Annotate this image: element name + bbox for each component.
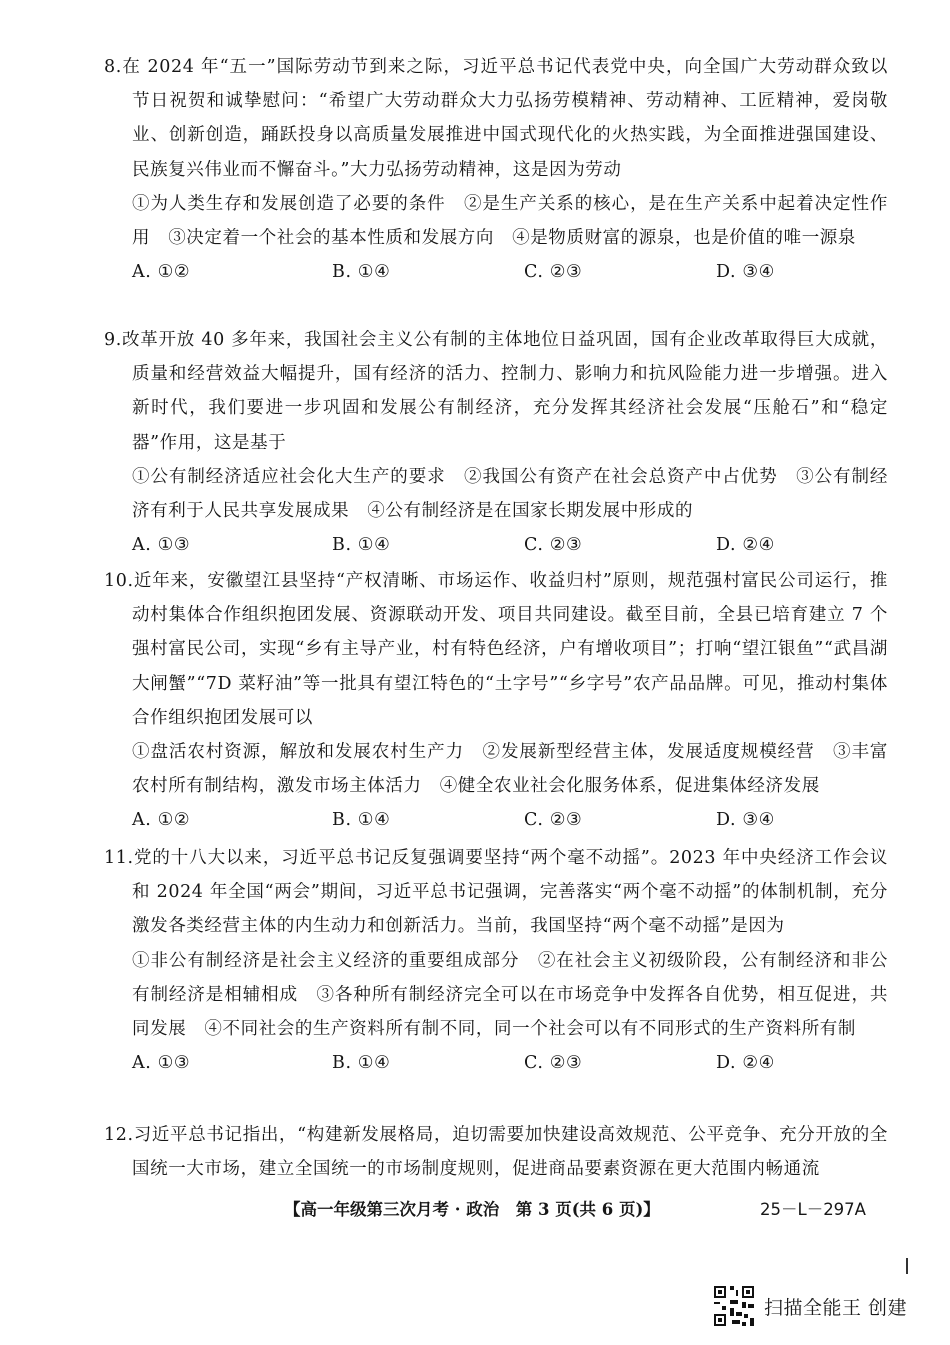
question-stem bbox=[104, 1118, 888, 1186]
choice-d[interactable]: D. ②④ bbox=[716, 1053, 775, 1074]
answer-choices bbox=[132, 803, 888, 837]
choice-c[interactable]: C. ②③ bbox=[524, 1053, 583, 1074]
scanner-watermark bbox=[712, 1284, 907, 1328]
question-12 bbox=[104, 1118, 888, 1186]
answer-choices bbox=[132, 1046, 888, 1080]
question-9 bbox=[104, 323, 888, 562]
margin-mark bbox=[906, 1258, 908, 1274]
statement-list: ①为人类生存和发展创造了必要的条件 ②是生产关系的核心，是在生产关系中起着决定性作用 ③决定着一个社会的基本性质和发展方向 ④是物质财富的源泉，也是价值的唯一源泉 bbox=[132, 193, 888, 249]
question-stem bbox=[104, 50, 888, 187]
question-10 bbox=[104, 564, 888, 837]
choice-d[interactable]: D. ②④ bbox=[716, 535, 775, 556]
choice-b[interactable]: B. ①④ bbox=[332, 262, 391, 283]
choice-b[interactable]: B. ①④ bbox=[332, 535, 391, 556]
question-number: 10. bbox=[104, 571, 134, 591]
qr-code-icon bbox=[712, 1284, 756, 1328]
watermark-text: 扫描全能王 创建 bbox=[764, 1296, 908, 1319]
question-8 bbox=[104, 50, 888, 289]
choice-b[interactable]: B. ①④ bbox=[332, 810, 391, 831]
question-11 bbox=[104, 841, 888, 1080]
question-number: 11. bbox=[104, 848, 134, 868]
choice-a[interactable]: A. ①③ bbox=[132, 535, 191, 556]
choice-a[interactable]: A. ①② bbox=[132, 262, 191, 283]
choice-a[interactable]: A. ①② bbox=[132, 810, 191, 831]
question-text: 习近平总书记指出，“构建新发展格局，迫切需要加快建设高效规范、公平竞争、充分开放的全国统一大市场，建立全国统一的市场制度规则，促进商品要素资源在更大范围内畅通流 bbox=[132, 1125, 888, 1180]
choice-d[interactable]: D. ③④ bbox=[716, 810, 775, 831]
question-text: 党的十八大以来，习近平总书记反复强调要坚持“两个毫不动摇”。2023 年中央经济工作会议和 2024 年全国“两会”期间，习近平总书记强调，完善落实“两个毫不动摇”的体制机制，充分激发各类经营主体的内生动力和创新活力。当前，我国坚持“两个毫不动摇”是因为 bbox=[132, 848, 888, 937]
statement-list: ①盘活农村资源，解放和发展农村生产力 ②发展新型经营主体，发展适度规模经营 ③丰富农村所有制结构，激发市场主体活力 ④健全农业社会化服务体系，促进集体经济发展 bbox=[132, 742, 888, 797]
choice-d[interactable]: D. ③④ bbox=[716, 262, 775, 283]
choice-b[interactable]: B. ①④ bbox=[332, 1053, 391, 1074]
statement-list: ①公有制经济适应社会化大生产的要求 ②我国公有资产在社会总资产中占优势 ③公有制经济有利于人民共享发展成果 ④公有制经济是在国家长期发展中形成的 bbox=[132, 466, 888, 522]
choice-a[interactable]: A. ①③ bbox=[132, 1053, 191, 1074]
choice-c[interactable]: C. ②③ bbox=[524, 535, 583, 556]
question-text: 改革开放 40 多年来，我国社会主义公有制的主体地位日益巩固，国有企业改革取得巨大成就，质量和经营效益大幅提升，国有经济的活力、控制力、影响力和抗风险能力进一步增强。进入新时代，我们要进一步巩固和发展公有制经济，充分发挥其经济社会发展“压舱石”和“稳定器”作用，这是基于 bbox=[121, 330, 888, 453]
question-text: 在 2024 年“五一”国际劳动节到来之际，习近平总书记代表党中央，向全国广大劳动群众致以节日祝贺和诚挚慰问：“希望广大劳动群众大力弘扬劳模精神、劳动精神、工匠精神，爱岗敬业、创新创造，踊跃投身以高质量发展推进中国式现代化的火热实践，为全面推进强国建设、民族复兴伟业而不懈奋斗。”大力弘扬劳动精神，这是因为劳动 bbox=[121, 57, 888, 180]
answer-choices bbox=[132, 528, 888, 562]
footer-title: 【高一年级第三次月考 · 政治 第 3 页(共 6 页)】 bbox=[284, 1200, 660, 1219]
statement-list: ①非公有制经济是社会主义经济的重要组成部分 ②在社会主义初级阶段，公有制经济和非公有制经济是相辅相成 ③各种所有制经济完全可以在市场竞争中发挥各自优势，相互促进，共同发展 ④不同社会的生产资料所有制不同，同一个社会可以有不同形式的生产资料所有制 bbox=[132, 950, 888, 1040]
question-stem bbox=[104, 323, 888, 460]
choice-c[interactable]: C. ②③ bbox=[524, 262, 583, 283]
question-number: 8. bbox=[104, 57, 122, 77]
question-stem bbox=[104, 564, 888, 735]
question-number: 9. bbox=[104, 330, 122, 350]
answer-choices bbox=[132, 255, 888, 289]
question-number: 12. bbox=[104, 1125, 134, 1145]
paper-code: 25－L－297A bbox=[760, 1200, 866, 1219]
question-text: 近年来，安徽望江县坚持“产权清晰、市场运作、收益归村”原则，规范强村富民公司运行，推动村集体合作组织抱团发展、资源联动开发、项目共同建设。截至目前，全县已培育建立 7 个强村富民公司，实现“乡有主导产业，村有特色经济，户有增收项目”；打响“望江银鱼”“武昌湖大闸蟹”“7D 菜籽油”等一批具有望江特色的“土字号”“乡字号”农产品品牌。可见，推动村集体合作组织抱团发展可以 bbox=[132, 571, 888, 728]
question-stem bbox=[104, 841, 888, 944]
choice-c[interactable]: C. ②③ bbox=[524, 810, 583, 831]
